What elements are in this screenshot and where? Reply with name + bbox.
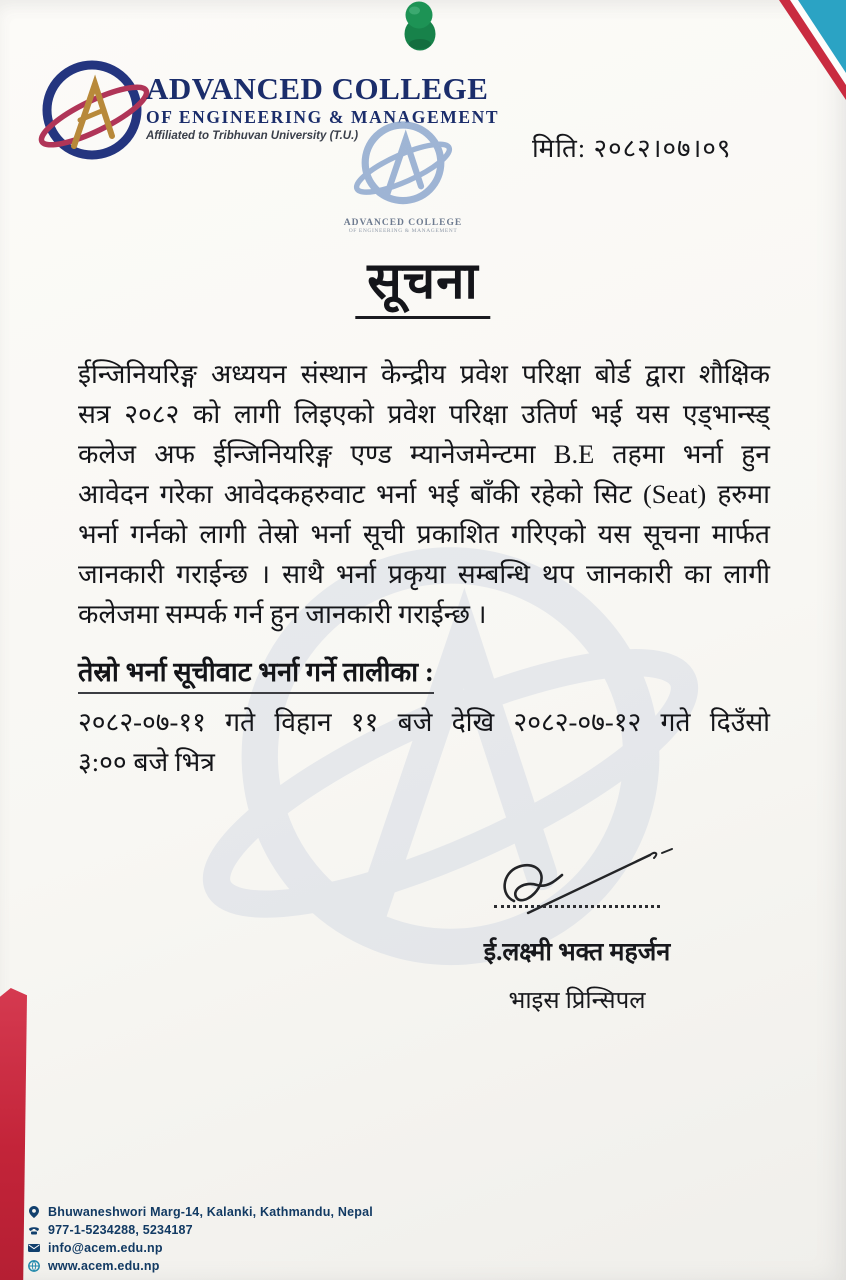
date-line: मिति: २०८२।०७।०९	[532, 134, 732, 163]
phone-icon	[28, 1224, 40, 1236]
email-icon	[28, 1242, 40, 1254]
embossed-stamp	[328, 116, 478, 234]
college-affiliation: Affiliated to Tribhuvan University (T.U.)	[146, 130, 359, 142]
body-line: भर्ना गर्नको लागी तेस्रो भर्ना सूची प्रकाशित गरिएको यस सूचना मार्फत	[78, 519, 770, 549]
notice-body	[78, 354, 770, 634]
contact-row-website	[28, 1258, 373, 1274]
college-name: ADVANCED COLLEGE	[146, 71, 489, 106]
stamp-college-name: ADVANCED COLLEGE	[343, 218, 463, 228]
pushpin-icon	[393, 0, 447, 52]
schedule-line: ३:०० बजे भित्र	[78, 747, 215, 777]
signature-dotted-line	[494, 905, 660, 908]
stamp-college-subtitle: OF ENGINEERING & MANAGEMENT	[348, 228, 458, 234]
location-pin-icon	[28, 1206, 40, 1218]
body-line: सत्र २०८२ को लागी लिइएको प्रवेश परिक्षा उतिर्ण भई यस एड्भान्स्ड्	[78, 399, 770, 429]
contact-row-phone	[28, 1222, 373, 1238]
globe-icon	[28, 1260, 40, 1272]
notice-title: सूचना	[355, 243, 490, 319]
contact-row-address	[28, 1204, 373, 1220]
body-line: जानकारी गराईन्छ । साथै भर्ना प्रकृया सम्बन्धि थप जानकारी का लागी	[78, 559, 770, 589]
contact-address: Bhuwaneshwori Marg-14, Kalanki, Kathmandu, Nepal	[48, 1205, 373, 1219]
schedule-text	[78, 702, 770, 782]
schedule-heading: तेस्रो भर्ना सूचीवाट भर्ना गर्ने तालीका :	[78, 652, 434, 694]
body-line: कलेज अफ ईन्जिनियरिङ्ग एण्ड म्यानेजमेन्टमा B.E तहमा भर्ना हुन	[78, 439, 770, 469]
contact-website: www.acem.edu.np	[48, 1259, 160, 1273]
contact-email: info@acem.edu.np	[48, 1241, 163, 1255]
footer-contact	[28, 1204, 373, 1274]
contact-row-email	[28, 1240, 373, 1256]
body-line: आवेदन गरेका आवेदकहरुवाट भर्ना भई बाँकी रहेको सिट (Seat) हरुमा	[78, 479, 770, 509]
signatory-name: ई.लक्ष्मी भक्त महर्जन	[483, 939, 671, 966]
college-subtitle: OF ENGINEERING & MANAGEMENT	[146, 107, 500, 127]
body-line: ईन्जिनियरिङ्ग अध्ययन संस्थान केन्द्रीय प्रवेश परिक्षा बोर्ड द्वारा शौक्षिक	[78, 359, 770, 389]
stamp-logo-icon	[349, 116, 457, 215]
left-red-strip	[0, 988, 27, 1280]
body-line: कलेजमा सम्पर्क गर्न हुन जानकारी गराईन्छ ।	[78, 599, 487, 629]
signatory-designation: भाइस प्रिन्सिपल	[508, 988, 646, 1014]
college-logo-icon	[30, 54, 158, 172]
contact-phone: 977-1-5234288, 5234187	[48, 1223, 193, 1237]
schedule-line: २०८२-०७-११ गते विहान ११ बजे देखि २०८२-०७-१२ गते दिउँसो	[78, 707, 770, 737]
